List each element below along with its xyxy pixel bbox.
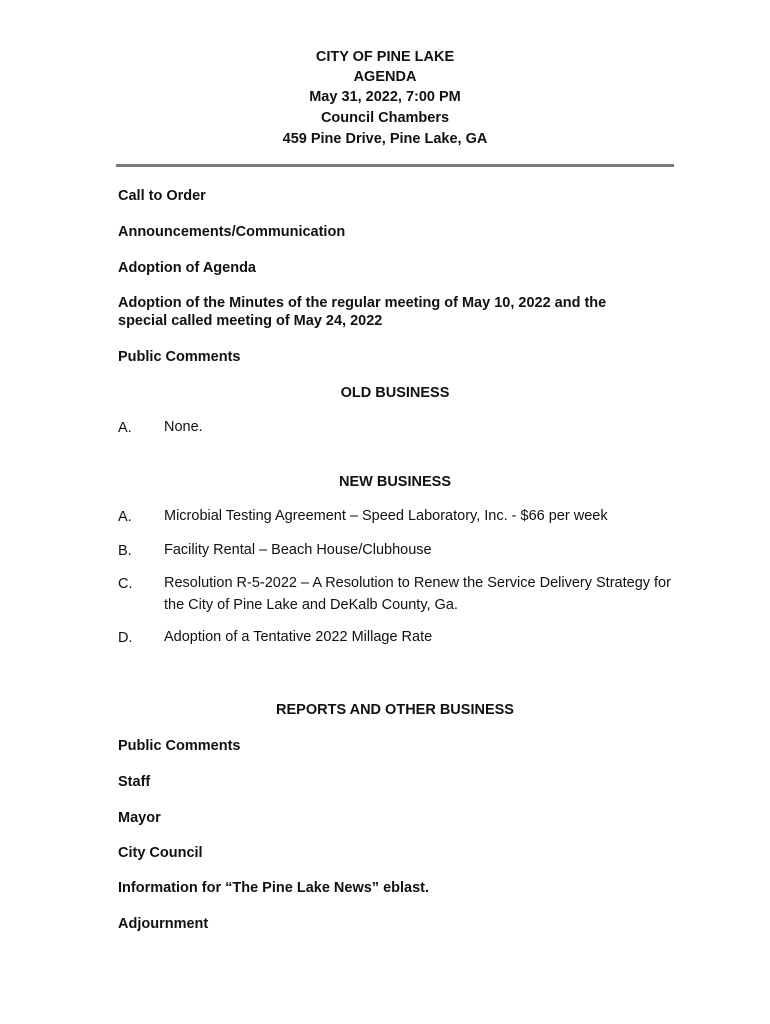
meeting-address: 459 Pine Drive, Pine Lake, GA bbox=[282, 131, 488, 147]
new-business-item-letter: B. bbox=[118, 543, 132, 559]
meeting-date: May 31, 2022, 7:00 PM bbox=[309, 89, 461, 105]
document-title: AGENDA bbox=[353, 69, 417, 85]
old-business-item-text: None. bbox=[164, 419, 203, 435]
staff-item: Staff bbox=[118, 774, 151, 790]
adoption-of-agenda: Adoption of Agenda bbox=[118, 260, 256, 276]
header-divider bbox=[116, 164, 674, 167]
new-business-item-text: Microbial Testing Agreement – Speed Laboratory, Inc. - $66 per week bbox=[164, 508, 608, 524]
announcements: Announcements/Communication bbox=[118, 224, 346, 240]
meeting-location: Council Chambers bbox=[320, 110, 450, 126]
public-comments-reports: Public Comments bbox=[118, 738, 241, 754]
new-business-item-text: Facility Rental – Beach House/Clubhouse bbox=[164, 542, 432, 558]
new-business-item-letter: D. bbox=[118, 630, 133, 646]
adoption-of-minutes-line2: special called meeting of May 24, 2022 bbox=[118, 313, 383, 329]
adoption-of-minutes-line1: Adoption of the Minutes of the regular meeting of May 10, 2022 and the bbox=[118, 295, 607, 311]
new-business-item-letter: C. bbox=[118, 576, 133, 592]
new-business-item-letter: A. bbox=[118, 509, 132, 525]
public-comments-opening: Public Comments bbox=[118, 349, 241, 365]
old-business-heading: OLD BUSINESS bbox=[340, 385, 450, 401]
adjournment-item: Adjournment bbox=[118, 916, 209, 932]
new-business-item-text-line1: Resolution R-5-2022 – A Resolution to Renew the Service Delivery Strategy for bbox=[164, 575, 671, 591]
new-business-item-text-line2: the City of Pine Lake and DeKalb County, Ga. bbox=[164, 597, 458, 613]
call-to-order: Call to Order bbox=[118, 188, 206, 204]
reports-heading: REPORTS AND OTHER BUSINESS bbox=[276, 702, 514, 718]
old-business-item-letter: A. bbox=[118, 420, 132, 436]
eblast-info-item: Information for “The Pine Lake News” eblast. bbox=[118, 880, 430, 896]
new-business-item-text: Adoption of a Tentative 2022 Millage Rate bbox=[164, 629, 433, 645]
city-council-item: City Council bbox=[118, 845, 203, 861]
new-business-heading: NEW BUSINESS bbox=[339, 474, 451, 490]
city-name: CITY OF PINE LAKE bbox=[315, 49, 455, 65]
mayor-item: Mayor bbox=[118, 810, 161, 826]
